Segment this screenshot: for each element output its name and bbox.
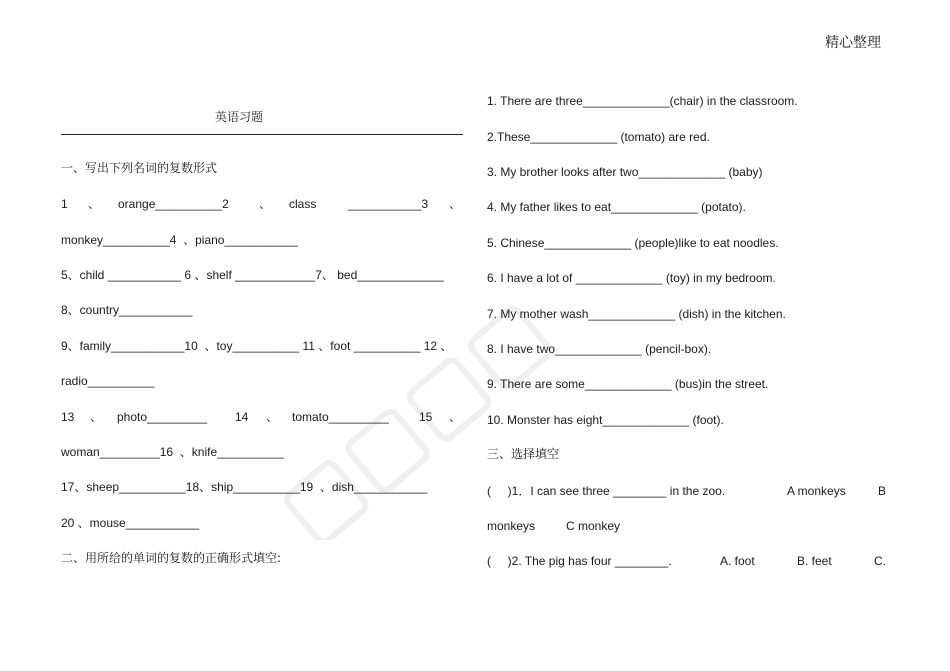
section2-item-10: 10. Monster has eight_____________ (foot). [487, 413, 724, 427]
q1-option-c: C monkey [566, 519, 621, 533]
q2-stem: ( )2. The pig has four ________. [487, 554, 672, 568]
q1-option-b-label: B [878, 484, 887, 498]
document-title: 英语习题 [215, 110, 264, 124]
section2-item-9: 9. There are some_____________ (bus)in the street. [487, 377, 769, 391]
section1-line-10: 20 、mouse___________ [61, 516, 200, 530]
title-divider [61, 134, 463, 135]
line7-sep3: 、 [449, 410, 462, 424]
line7-num13: 13 [61, 410, 75, 424]
q2-option-c: C. [874, 554, 886, 568]
section2-item-5: 5. Chinese_____________ (people)like to eat noodles. [487, 236, 779, 250]
section2-item-2: 2.These_____________ (tomato) are red. [487, 130, 710, 144]
section1-heading: 一、写出下列名词的复数形式 [61, 161, 218, 175]
section1-line-8: woman_________16 、knife__________ [61, 445, 284, 459]
line1-blank: ___________3 [348, 197, 429, 211]
section1-line-2: monkey__________4 、piano___________ [61, 233, 298, 247]
header-title: 精心整理 [825, 35, 881, 51]
line7-num15: 15 [419, 410, 433, 424]
section2-item-4: 4. My father likes to eat_____________ (potato). [487, 200, 746, 214]
q1-option-b-text: monkeys [487, 519, 536, 533]
line1-sep2: 、 [259, 197, 272, 211]
line7-sep2: 、 [266, 410, 279, 424]
section1-line-5: 9、family___________10 、toy__________ 11 、foot __________ 12 、 [61, 339, 453, 353]
line1-num: 1 [61, 197, 68, 211]
q1-stem: ( )1．I can see three ________ in the zoo. [487, 484, 726, 498]
section1-line-9: 17、sheep__________18、ship__________19 、dish___________ [61, 480, 428, 494]
line7-sep1: 、 [90, 410, 103, 424]
line1-sep: 、 [88, 197, 101, 211]
section2-item-7: 7. My mother wash_____________ (dish) in the kitchen. [487, 307, 786, 321]
section2-heading: 二、用所给的单词的复数的正确形式填空: [61, 551, 282, 565]
line1-class: class [289, 197, 317, 211]
section3-heading: 三、选择填空 [487, 447, 560, 461]
line7-photo: photo_________ [117, 410, 208, 424]
line1-orange: orange__________2 [118, 197, 229, 211]
section2-item-8: 8. I have two_____________ (pencil-box). [487, 342, 712, 356]
section2-item-3: 3. My brother looks after two_____________ (baby) [487, 165, 763, 179]
section2-item-6: 6. I have a lot of _____________ (toy) in my bedroom. [487, 271, 776, 285]
section1-line-3: 5、child ___________ 6 、shelf ____________7、 bed_____________ [61, 268, 444, 282]
section1-line-4: 8、country___________ [61, 303, 193, 317]
line7-tomato: tomato_________ [292, 410, 389, 424]
q2-option-a: A. foot [720, 554, 755, 568]
q2-option-b: B. feet [797, 554, 832, 568]
q1-option-a: A monkeys [787, 484, 846, 498]
line1-sep3: 、 [449, 197, 462, 211]
section2-item-1: 1. There are three_____________(chair) in the classroom. [487, 94, 798, 108]
section1-line-6: radio__________ [61, 374, 155, 388]
line7-num14: 14 [235, 410, 249, 424]
